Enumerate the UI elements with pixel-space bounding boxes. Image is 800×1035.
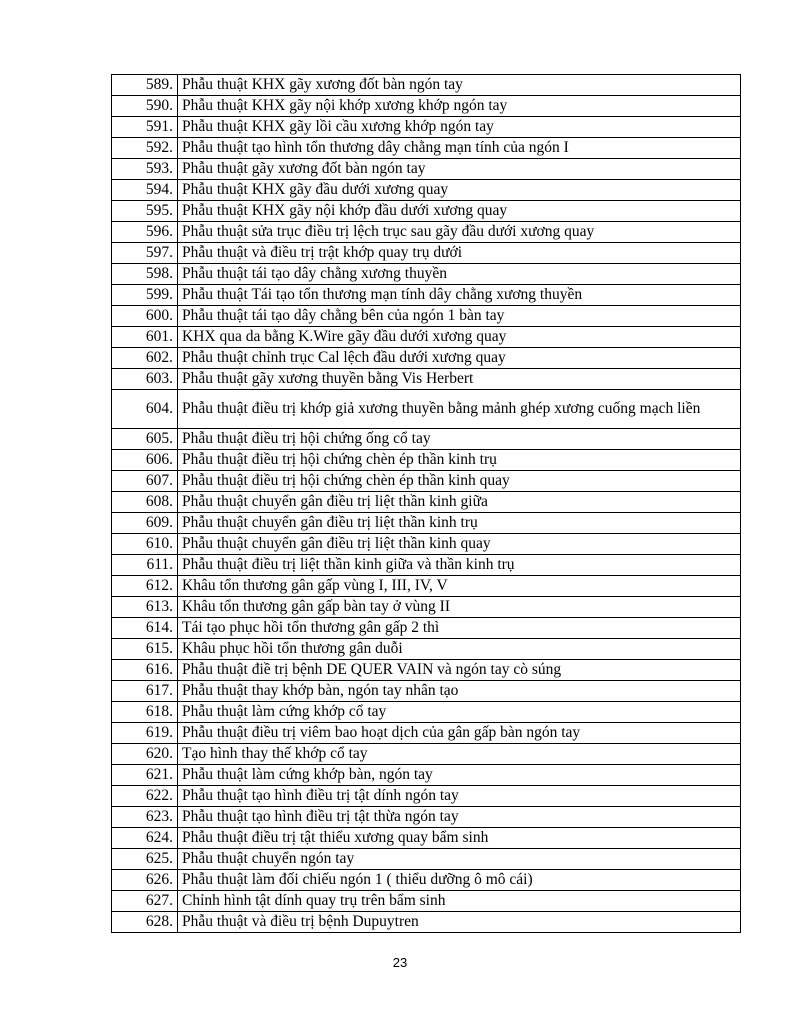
procedure-name: Phẫu thuật điều trị viêm bao hoạt dịch của gân gấp bàn ngón tay [178, 723, 741, 744]
table-row [112, 348, 741, 369]
procedure-name: Chỉnh hình tật dính quay trụ trên bẩm sinh [178, 891, 741, 912]
procedure-name: Phẫu thuật gãy xương thuyền bằng Vis Herbert [178, 369, 741, 390]
procedure-name: Phẫu thuật KHX gãy đầu dưới xương quay [178, 180, 741, 201]
table-row [112, 201, 741, 222]
table-row [112, 639, 741, 660]
row-number: 621. [112, 765, 178, 786]
row-number: 618. [112, 702, 178, 723]
table-row [112, 723, 741, 744]
table-row [112, 786, 741, 807]
procedure-name: Phẫu thuật thay khớp bàn, ngón tay nhân tạo [178, 681, 741, 702]
table-row [112, 285, 741, 306]
row-number: 614. [112, 618, 178, 639]
row-number: 590. [112, 96, 178, 117]
table-row [112, 828, 741, 849]
table-row [112, 912, 741, 933]
table-row [112, 744, 741, 765]
procedure-name: Phẫu thuật điều trị hội chứng chèn ép thần kinh quay [178, 471, 741, 492]
table-row [112, 891, 741, 912]
procedure-name: Phẫu thuật điều trị liệt thần kinh giữa và thần kinh trụ [178, 555, 741, 576]
procedure-name: Phẫu thuật Tái tạo tổn thương mạn tính dây chằng xương thuyền [178, 285, 741, 306]
procedure-name: Khâu tổn thương gân gấp vùng I, III, IV, V [178, 576, 741, 597]
row-number: 627. [112, 891, 178, 912]
procedure-name: Phẫu thuật tạo hình tổn thương dây chằng mạn tính của ngón I [178, 138, 741, 159]
procedure-name: Phẫu thuật điều trị tật thiểu xương quay bẩm sinh [178, 828, 741, 849]
procedure-name: Phẫu thuật và điều trị trật khớp quay trụ dưới [178, 243, 741, 264]
procedure-name: Phẫu thuật chuyển gân điều trị liệt thần kinh giữa [178, 492, 741, 513]
procedure-name: Phẫu thuật điều trị hội chứng ống cổ tay [178, 429, 741, 450]
row-number: 625. [112, 849, 178, 870]
row-number: 617. [112, 681, 178, 702]
table-row [112, 702, 741, 723]
table-row [112, 264, 741, 285]
page-number: 23 [392, 955, 408, 970]
table-row [112, 849, 741, 870]
table-row [112, 390, 741, 429]
table-row [112, 618, 741, 639]
row-number: 602. [112, 348, 178, 369]
procedure-name: Phẫu thuật làm cứng khớp bàn, ngón tay [178, 765, 741, 786]
row-number: 603. [112, 369, 178, 390]
procedure-name: Khâu phục hồi tổn thương gân duỗi [178, 639, 741, 660]
procedure-name: Phẫu thuật chuyển gân điều trị liệt thần kinh quay [178, 534, 741, 555]
row-number: 607. [112, 471, 178, 492]
procedure-name: Phẫu thuật tái tạo dây chằng bên của ngón 1 bàn tay [178, 306, 741, 327]
procedure-name: Phẫu thuật làm đối chiếu ngón 1 ( thiểu dưỡng ô mô cái) [178, 870, 741, 891]
row-number: 594. [112, 180, 178, 201]
row-number: 611. [112, 555, 178, 576]
table-row [112, 450, 741, 471]
procedure-name: KHX qua da bằng K.Wire gãy đầu dưới xương quay [178, 327, 741, 348]
row-number: 604. [112, 390, 178, 429]
row-number: 624. [112, 828, 178, 849]
row-number: 606. [112, 450, 178, 471]
procedure-table-body [112, 75, 741, 933]
row-number: 601. [112, 327, 178, 348]
table-row [112, 75, 741, 96]
row-number: 596. [112, 222, 178, 243]
row-number: 626. [112, 870, 178, 891]
row-number: 616. [112, 660, 178, 681]
table-row [112, 180, 741, 201]
row-number: 628. [112, 912, 178, 933]
procedure-name: Phẫu thuật KHX gãy nội khớp xương khớp ngón tay [178, 96, 741, 117]
procedure-name: Phẫu thuật làm cứng khớp cổ tay [178, 702, 741, 723]
row-number: 623. [112, 807, 178, 828]
table-row [112, 306, 741, 327]
row-number: 595. [112, 201, 178, 222]
row-number: 599. [112, 285, 178, 306]
table-row [112, 96, 741, 117]
table-row [112, 681, 741, 702]
table-row [112, 159, 741, 180]
procedure-name: Phẫu thuật KHX gãy lồi cầu xương khớp ngón tay [178, 117, 741, 138]
procedure-name: Phẫu thuật và điều trị bệnh Dupuytren [178, 912, 741, 933]
table-row [112, 327, 741, 348]
row-number: 605. [112, 429, 178, 450]
table-row [112, 576, 741, 597]
row-number: 593. [112, 159, 178, 180]
procedure-name: Phẫu thuật tạo hình điều trị tật thừa ngón tay [178, 807, 741, 828]
procedure-name: Phẫu thuật điều trị hội chứng chèn ép thần kinh trụ [178, 450, 741, 471]
row-number: 620. [112, 744, 178, 765]
procedure-name: Phẫu thuật điều trị khớp giả xương thuyền bằng mảnh ghép xương cuống mạch liền [178, 390, 741, 429]
row-number: 622. [112, 786, 178, 807]
procedure-name: Tái tạo phục hồi tổn thương gân gấp 2 thì [178, 618, 741, 639]
table-row [112, 222, 741, 243]
row-number: 619. [112, 723, 178, 744]
procedure-name: Phẫu thuật KHX gãy nội khớp đầu dưới xương quay [178, 201, 741, 222]
procedure-name: Phẫu thuật sửa trục điều trị lệch trục sau gãy đầu dưới xương quay [178, 222, 741, 243]
table-row [112, 660, 741, 681]
row-number: 609. [112, 513, 178, 534]
procedure-name: Tạo hình thay thế khớp cổ tay [178, 744, 741, 765]
procedure-name: Phẫu thuật tái tạo dây chằng xương thuyền [178, 264, 741, 285]
row-number: 608. [112, 492, 178, 513]
row-number: 597. [112, 243, 178, 264]
table-row [112, 597, 741, 618]
procedure-name: Phẫu thuật KHX gãy xương đốt bàn ngón tay [178, 75, 741, 96]
row-number: 598. [112, 264, 178, 285]
row-number: 610. [112, 534, 178, 555]
row-number: 592. [112, 138, 178, 159]
table-row [112, 429, 741, 450]
procedure-name: Phẫu thuật chỉnh trục Cal lệch đầu dưới xương quay [178, 348, 741, 369]
row-number: 612. [112, 576, 178, 597]
procedure-table [111, 74, 741, 933]
procedure-name: Phẫu thuật chuyển ngón tay [178, 849, 741, 870]
procedure-name: Phẫu thuật tạo hình điều trị tật dính ngón tay [178, 786, 741, 807]
row-number: 600. [112, 306, 178, 327]
table-row [112, 369, 741, 390]
table-row [112, 471, 741, 492]
table-row [112, 138, 741, 159]
table-row [112, 492, 741, 513]
row-number: 589. [112, 75, 178, 96]
table-row [112, 765, 741, 786]
table-row [112, 555, 741, 576]
table-row [112, 807, 741, 828]
procedure-name: Khâu tổn thương gân gấp bàn tay ở vùng II [178, 597, 741, 618]
row-number: 613. [112, 597, 178, 618]
table-row [112, 117, 741, 138]
table-row [112, 870, 741, 891]
table-row [112, 243, 741, 264]
procedure-name: Phẫu thuật điề trị bệnh DE QUER VAIN và ngón tay cò súng [178, 660, 741, 681]
table-row [112, 513, 741, 534]
table-row [112, 534, 741, 555]
procedure-name: Phẫu thuật chuyển gân điều trị liệt thần kinh trụ [178, 513, 741, 534]
row-number: 615. [112, 639, 178, 660]
procedure-name: Phẫu thuật gãy xương đốt bàn ngón tay [178, 159, 741, 180]
row-number: 591. [112, 117, 178, 138]
